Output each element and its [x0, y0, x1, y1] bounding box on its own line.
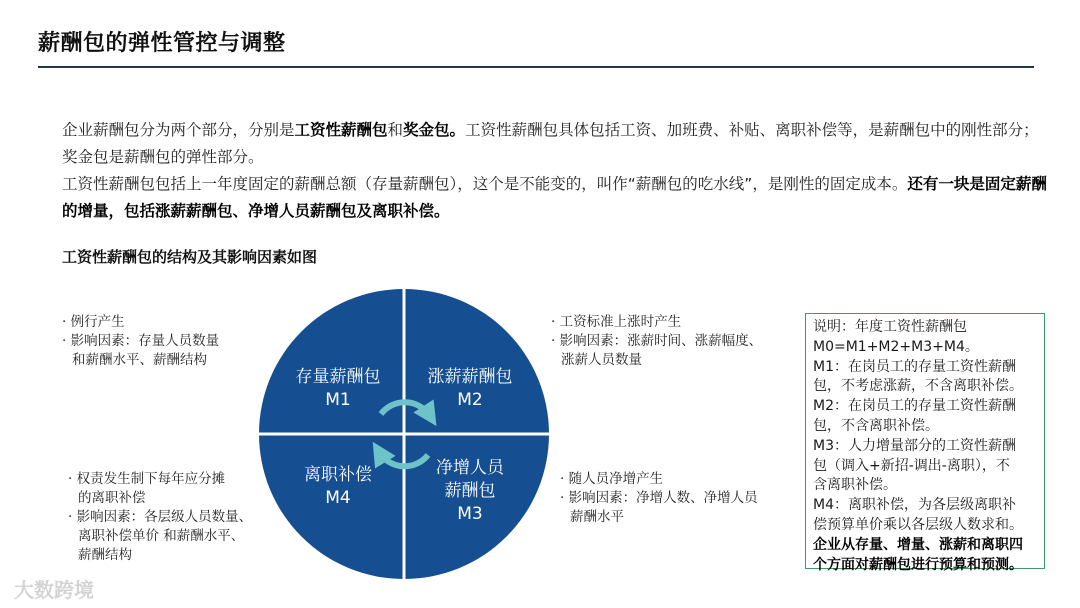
intro-p1-c: 和 — [387, 121, 404, 139]
quadrant-m3-code: M3 — [457, 504, 483, 524]
quadrant-m1-label — [286, 366, 390, 412]
note-m4 — [68, 470, 252, 565]
note-m2 — [551, 313, 762, 370]
explanation-line: M2：在岗员工的存量工资性薪酬 — [813, 398, 1016, 415]
note-m4-line: 的离职补偿 — [78, 490, 146, 506]
note-m3-line: · 随人员净增产生 — [560, 471, 664, 487]
page-title: 薪酬包的弹性管控与调整 — [38, 31, 286, 56]
explanation-conclusion: 个方面对薪酬包进行预算和预测。 — [813, 556, 1023, 573]
note-m2-line: · 影响因素：涨薪时间、涨薪幅度、 — [551, 333, 763, 349]
watermark-logo: 大数跨境 — [14, 578, 94, 602]
note-m1-line: · 例行产生 — [62, 314, 125, 330]
note-m1-line: 和薪酬水平、薪酬结构 — [72, 352, 207, 368]
explanation-line: M4：离职补偿，为各层级离职补 — [813, 497, 1016, 514]
intro-p2-a: 工资性薪酬包包括上一年度固定的薪酬总额（存量薪酬包），这个是不能变的，叫作“薪酬包的吃水线”，是刚性的固定成本。 — [62, 175, 908, 193]
explanation-line: 偿预算单价乘以各层级人数求和。 — [813, 516, 1023, 533]
explanation-conclusion: 企业从存量、增量、涨薪和离职四 — [813, 536, 1023, 553]
note-m4-line: · 影响因素：各层级人员数量、 — [68, 509, 253, 525]
explanation-line: M0=M1+M2+M3+M4。 — [813, 338, 979, 355]
note-m4-line: 薪酬结构 — [78, 547, 132, 563]
intro-p1-bold-1: 工资性薪酬包 — [294, 121, 388, 139]
quadrant-m4-label — [286, 464, 390, 510]
note-m1-line: · 影响因素：存量人员数量 — [62, 333, 220, 349]
quadrant-m1-code: M1 — [325, 390, 351, 410]
note-m3 — [560, 470, 758, 527]
note-m4-line: · 权责发生制下每年应分摊 — [68, 471, 226, 487]
quadrant-m2-name: 涨薪薪酬包 — [427, 367, 513, 387]
note-m3-line: · 影响因素：净增人数、净增人员 — [560, 490, 758, 506]
explanation-line: 包，不含离职补偿。 — [813, 417, 939, 434]
explanation-line: 包（调入+新招-调出-离职），不 — [813, 457, 1010, 474]
intro-p1-bold-2: 奖金包。 — [403, 121, 466, 139]
note-m4-line: 离职补偿单价 和薪酬水平、 — [78, 528, 245, 544]
note-m1 — [62, 313, 219, 370]
intro-p1-a: 企业薪酬包分为两个部分，分别是 — [62, 121, 295, 139]
explanation-line: 含离职补偿。 — [813, 477, 897, 494]
note-m2-line: 涨薪人员数量 — [561, 352, 642, 368]
explanation-line: M3：人力增量部分的工资性薪酬 — [813, 437, 1016, 454]
explanation-line: 说明：年度工资性薪酬包 — [813, 319, 967, 335]
intro-p2-bold: 还有一块是固定薪酬的增量，包括涨薪薪酬包、净增人员薪酬包及离职补偿。 — [62, 175, 1047, 220]
diagram-heading: 工资性薪酬包的结构及其影响因素如图 — [62, 248, 318, 266]
note-m2-line: · 工资标准上涨时产生 — [551, 314, 682, 330]
explanation-line: 包，不考虑涨薪，不含离职补偿。 — [813, 378, 1023, 395]
quadrant-m3-name-2: 薪酬包 — [444, 481, 496, 501]
quadrant-m3-name: 净增人员 — [436, 458, 504, 478]
quadrant-m4-name: 离职补偿 — [304, 465, 372, 485]
explanation-box — [805, 313, 1045, 573]
intro-p1-d: 工资性薪酬包具体包括工资、加班费、补贴、离职补偿等，是薪酬包中的刚性部分；奖金包是薪酬包的弹性部分。 — [62, 121, 1039, 166]
quadrant-m4-code: M4 — [325, 488, 351, 508]
quadrant-m1-name: 存量薪酬包 — [295, 367, 381, 387]
explanation-line: M1：在岗员工的存量工资性薪酬 — [813, 358, 1016, 375]
quadrant-m2-code: M2 — [457, 390, 483, 410]
quadrant-m2-label — [418, 366, 522, 412]
quadrant-m3-label — [418, 457, 522, 526]
note-m3-line: 薪酬水平 — [570, 509, 624, 525]
